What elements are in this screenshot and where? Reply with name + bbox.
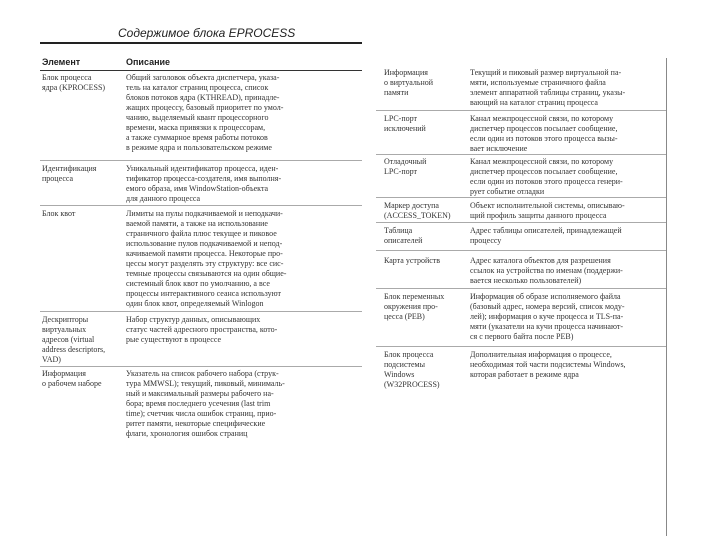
right-row-desc: Адрес каталога объектов для разрешения ссылок на устройства по именам (поддержи- вается несколько пользователей) — [470, 256, 623, 285]
right-row-desc: Текущий и пиковый размер виртуальной па- мяти, используемые страничного файла элемент аппаратной таблицы страниц, указы- вающий на каталог страниц процесса — [470, 68, 626, 107]
left-row-name: Дескрипторы виртуальных адресов (virtual address descriptors, VAD) — [42, 315, 106, 364]
page-title: Содержимое блока EPROCESS — [118, 26, 296, 40]
title-rule — [40, 42, 362, 44]
right-row-desc: Дополнительная информация о процессе, необходимая той части подсистемы Windows, которая работает в режиме ядра — [470, 350, 626, 379]
right-row-name: Таблица описателей — [384, 226, 423, 245]
row-divider — [376, 197, 666, 198]
row-divider — [40, 160, 362, 161]
right-row-desc: Канал межпроцессной связи, по которому диспетчер процессов посылает сообщение, если один из потоков этого процесса вызы- вает исключение — [470, 114, 618, 153]
row-divider — [376, 346, 666, 347]
right-row-name: Блок переменных окружения про- цесса (PEB) — [384, 292, 445, 321]
right-row-name: Отладочный LPC-порт — [384, 157, 427, 176]
left-row-desc: Указатель на список рабочего набора (струк- тура MMWSL); текущий, пиковый, минималь- ный и максимальный размеры рабочего на- бора; время последнего усечения (last trim time); счетчик числа ошибок страниц, прио- ритет памяти, некоторые специфические флаги, хронология ошибок страниц — [126, 369, 285, 438]
right-row-desc: Информация об образе исполняемого файла (базовый адрес, номера версий, список моду- лей); информация о куче процесса и TLS-па- мяти (указатели на кучи процесса начинают- ся с первого байта после PEB) — [470, 292, 625, 341]
right-row-desc: Объект исполнительной системы, описываю- щий профиль защиты данного процесса — [470, 201, 625, 220]
left-row-desc: Набор структур данных, описывающих статус частей адресного пространства, кото- рые существуют в процессе — [126, 315, 278, 344]
right-row-name: Маркер доступа (ACCESS_TOKEN) — [384, 201, 451, 220]
right-row-name: Блок процесса подсистемы Windows (W32PROCESS) — [384, 350, 440, 389]
row-divider — [376, 110, 666, 111]
column-header-element: Элемент — [42, 57, 81, 67]
row-divider — [376, 288, 666, 289]
row-divider — [40, 205, 362, 206]
right-edge-line — [666, 58, 667, 536]
right-row-desc: Канал межпроцессной связи, по которому диспетчер процессов посылает сообщение, если один из потоков этого процесса генери- рует событие отладки — [470, 157, 623, 196]
row-divider — [376, 250, 666, 251]
right-row-name: Карта устройств — [384, 256, 441, 265]
left-row-desc: Лимиты на пулы подкачиваемой и неподкачи- ваемой памяти, а также на использование страничного файла плюс текущее и пиковое использование пулов подкачиваемой и непод- качиваемой памяти процесса. Некоторые про- цессы могут разделять эту структуру: все сис- темные процессы связываются на один общие- системный блок квот по умолчанию, а все процессы интерактивного сеанса используют один блок квот, определяемый Winlogon — [126, 209, 287, 308]
left-row-name: Информация о рабочем наборе — [42, 369, 102, 388]
left-row-desc: Общий заголовок объекта диспетчера, указа- тель на каталог страниц процесса, список блоков потоков ядра (KTHREAD), принадле- жащих процессу, базовый приоритет по умол- чанию, выделяемый квант процессорного времени, маска привязки к процессорам, а также суммарное время работы потоков в режиме ядра и пользовательском режиме — [126, 73, 284, 152]
row-divider — [40, 311, 362, 312]
left-row-name: Блок процесса ядра (KPROCESS) — [42, 73, 106, 92]
column-header-description: Описание — [126, 57, 171, 67]
right-row-name: Информация о виртуальной памяти — [384, 68, 434, 97]
right-row-name: LPC-порт исключений — [384, 114, 426, 133]
left-row-name: Идентификация процесса — [42, 164, 97, 183]
row-divider — [376, 154, 666, 155]
left-row-name: Блок квот — [42, 209, 76, 218]
right-row-desc: Адрес таблицы описателей, принадлежащей процессу — [470, 226, 622, 245]
left-row-desc: Уникальный идентификатор процесса, иден- тификатор процесса-создателя, имя выполня- емого образа, имя WindowStation-объекта для данного процесса — [126, 164, 282, 203]
row-divider — [376, 222, 666, 223]
header-rule — [40, 70, 362, 71]
row-divider — [40, 366, 362, 367]
